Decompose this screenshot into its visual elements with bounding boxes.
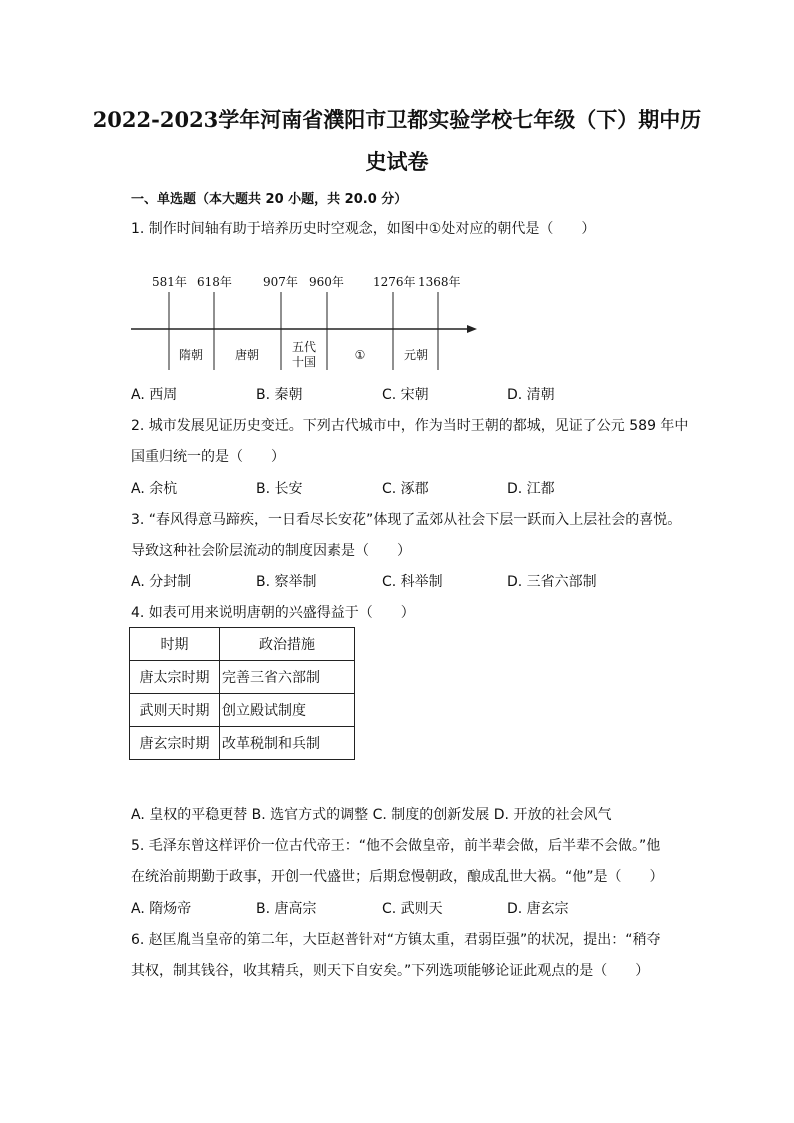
table-cell-measure: 创立殿试制度 (220, 694, 355, 727)
q3-option-d[interactable]: D. 三省六部制 (507, 574, 597, 590)
timeline-year-907: 907年 (263, 275, 298, 289)
q3-option-b[interactable]: B. 察举制 (256, 574, 317, 590)
q1-option-c[interactable]: C. 宋朝 (382, 387, 429, 403)
table-cell-period: 唐太宗时期 (130, 661, 220, 694)
table-header-measure: 政治措施 (220, 628, 355, 661)
q5-option-c[interactable]: C. 武则天 (382, 901, 443, 917)
section-heading: 一、单选题（本大题共 20 小题，共 20.0 分） (131, 192, 408, 207)
q1-option-b[interactable]: B. 秦朝 (256, 387, 303, 403)
q1-option-a[interactable]: A. 西周 (131, 387, 178, 403)
table-cell-measure: 改革税制和兵制 (220, 727, 355, 760)
timeline-period-wudai: 五代 (291, 340, 317, 354)
timeline-period-tang: 唐朝 (234, 348, 260, 362)
q3-options (131, 571, 671, 591)
table-row (130, 661, 355, 694)
q6-stem-line2: 其权，制其钱谷，收其精兵，则天下自安矣。”下列选项能够论证此观点的是（ ） (131, 963, 650, 979)
q2-option-b[interactable]: B. 长安 (256, 481, 303, 497)
timeline-year-1368: 1368年 (418, 275, 461, 289)
q1-options (131, 384, 671, 404)
timeline-period-shiguo: 十国 (291, 355, 317, 369)
q3-option-a[interactable]: A. 分封制 (131, 574, 192, 590)
q2-stem-line2: 国重归统一的是（ ） (131, 449, 285, 465)
table-cell-measure: 完善三省六部制 (220, 661, 355, 694)
timeline-year-1276: 1276年 (373, 275, 416, 289)
document-title-line2: 史试卷 (365, 149, 429, 174)
table-cell-period: 武则天时期 (130, 694, 220, 727)
q1-option-d[interactable]: D. 清朝 (507, 387, 555, 403)
q3-option-c[interactable]: C. 科举制 (382, 574, 443, 590)
timeline-period-sui: 隋朝 (178, 348, 204, 362)
timeline-year-581: 581年 (152, 275, 187, 289)
q2-option-d[interactable]: D. 江都 (507, 481, 555, 497)
q5-stem-line1: 5. 毛泽东曾这样评价一位古代帝王：“他不会做皇帝，前半辈会做，后半辈不会做。”他 (131, 838, 661, 854)
q4-stem: 4. 如表可用来说明唐朝的兴盛得益于（ ） (131, 605, 415, 621)
table-header-row (130, 628, 355, 661)
timeline-period-yuan: 元朝 (403, 348, 429, 362)
timeline-year-960: 960年 (309, 275, 344, 289)
document-title-line1: 2022-2023学年河南省濮阳市卫都实验学校七年级（下）期中历 (92, 107, 702, 132)
q2-option-c[interactable]: C. 涿郡 (382, 481, 429, 497)
q5-option-d[interactable]: D. 唐玄宗 (507, 901, 569, 917)
q5-stem-line2: 在统治前期勤于政事，开创一代盛世；后期怠慢朝政，酿成乱世大祸。“他”是（ ） (131, 869, 664, 885)
table-row (130, 694, 355, 727)
q5-options (131, 898, 671, 918)
timeline-diagram (131, 262, 491, 382)
q6-stem-line1: 6. 赵匡胤当皇帝的第二年，大臣赵普针对“方镇太重，君弱臣强”的状况，提出：“稍夺 (131, 932, 661, 948)
q4-table (129, 627, 355, 760)
q5-option-a[interactable]: A. 隋炀帝 (131, 901, 192, 917)
q4-options[interactable]: A. 皇权的平稳更替 B. 选官方式的调整 C. 制度的创新发展 D. 开放的社会风气 (131, 807, 612, 823)
q5-option-b[interactable]: B. 唐高宗 (256, 901, 317, 917)
q3-stem-line1: 3. “春风得意马蹄疾，一日看尽长安花”体现了孟郊从社会下层一跃而入上层社会的喜悦。 (131, 512, 682, 528)
timeline-arrow-icon (467, 325, 477, 333)
q2-stem-line1: 2. 城市发展见证历史变迁。下列古代城市中，作为当时王朝的都城，见证了公元 589 年中 (131, 418, 689, 434)
table-row (130, 727, 355, 760)
q2-option-a[interactable]: A. 余杭 (131, 481, 178, 497)
table-cell-period: 唐玄宗时期 (130, 727, 220, 760)
timeline-period-blank: ① (354, 348, 366, 362)
q3-stem-line2: 导致这种社会阶层流动的制度因素是（ ） (131, 543, 411, 559)
table-header-period: 时期 (130, 628, 220, 661)
q1-stem: 1. 制作时间轴有助于培养历史时空观念，如图中①处对应的朝代是（ ） (131, 221, 596, 237)
q2-options (131, 478, 671, 498)
timeline-year-618: 618年 (197, 275, 232, 289)
